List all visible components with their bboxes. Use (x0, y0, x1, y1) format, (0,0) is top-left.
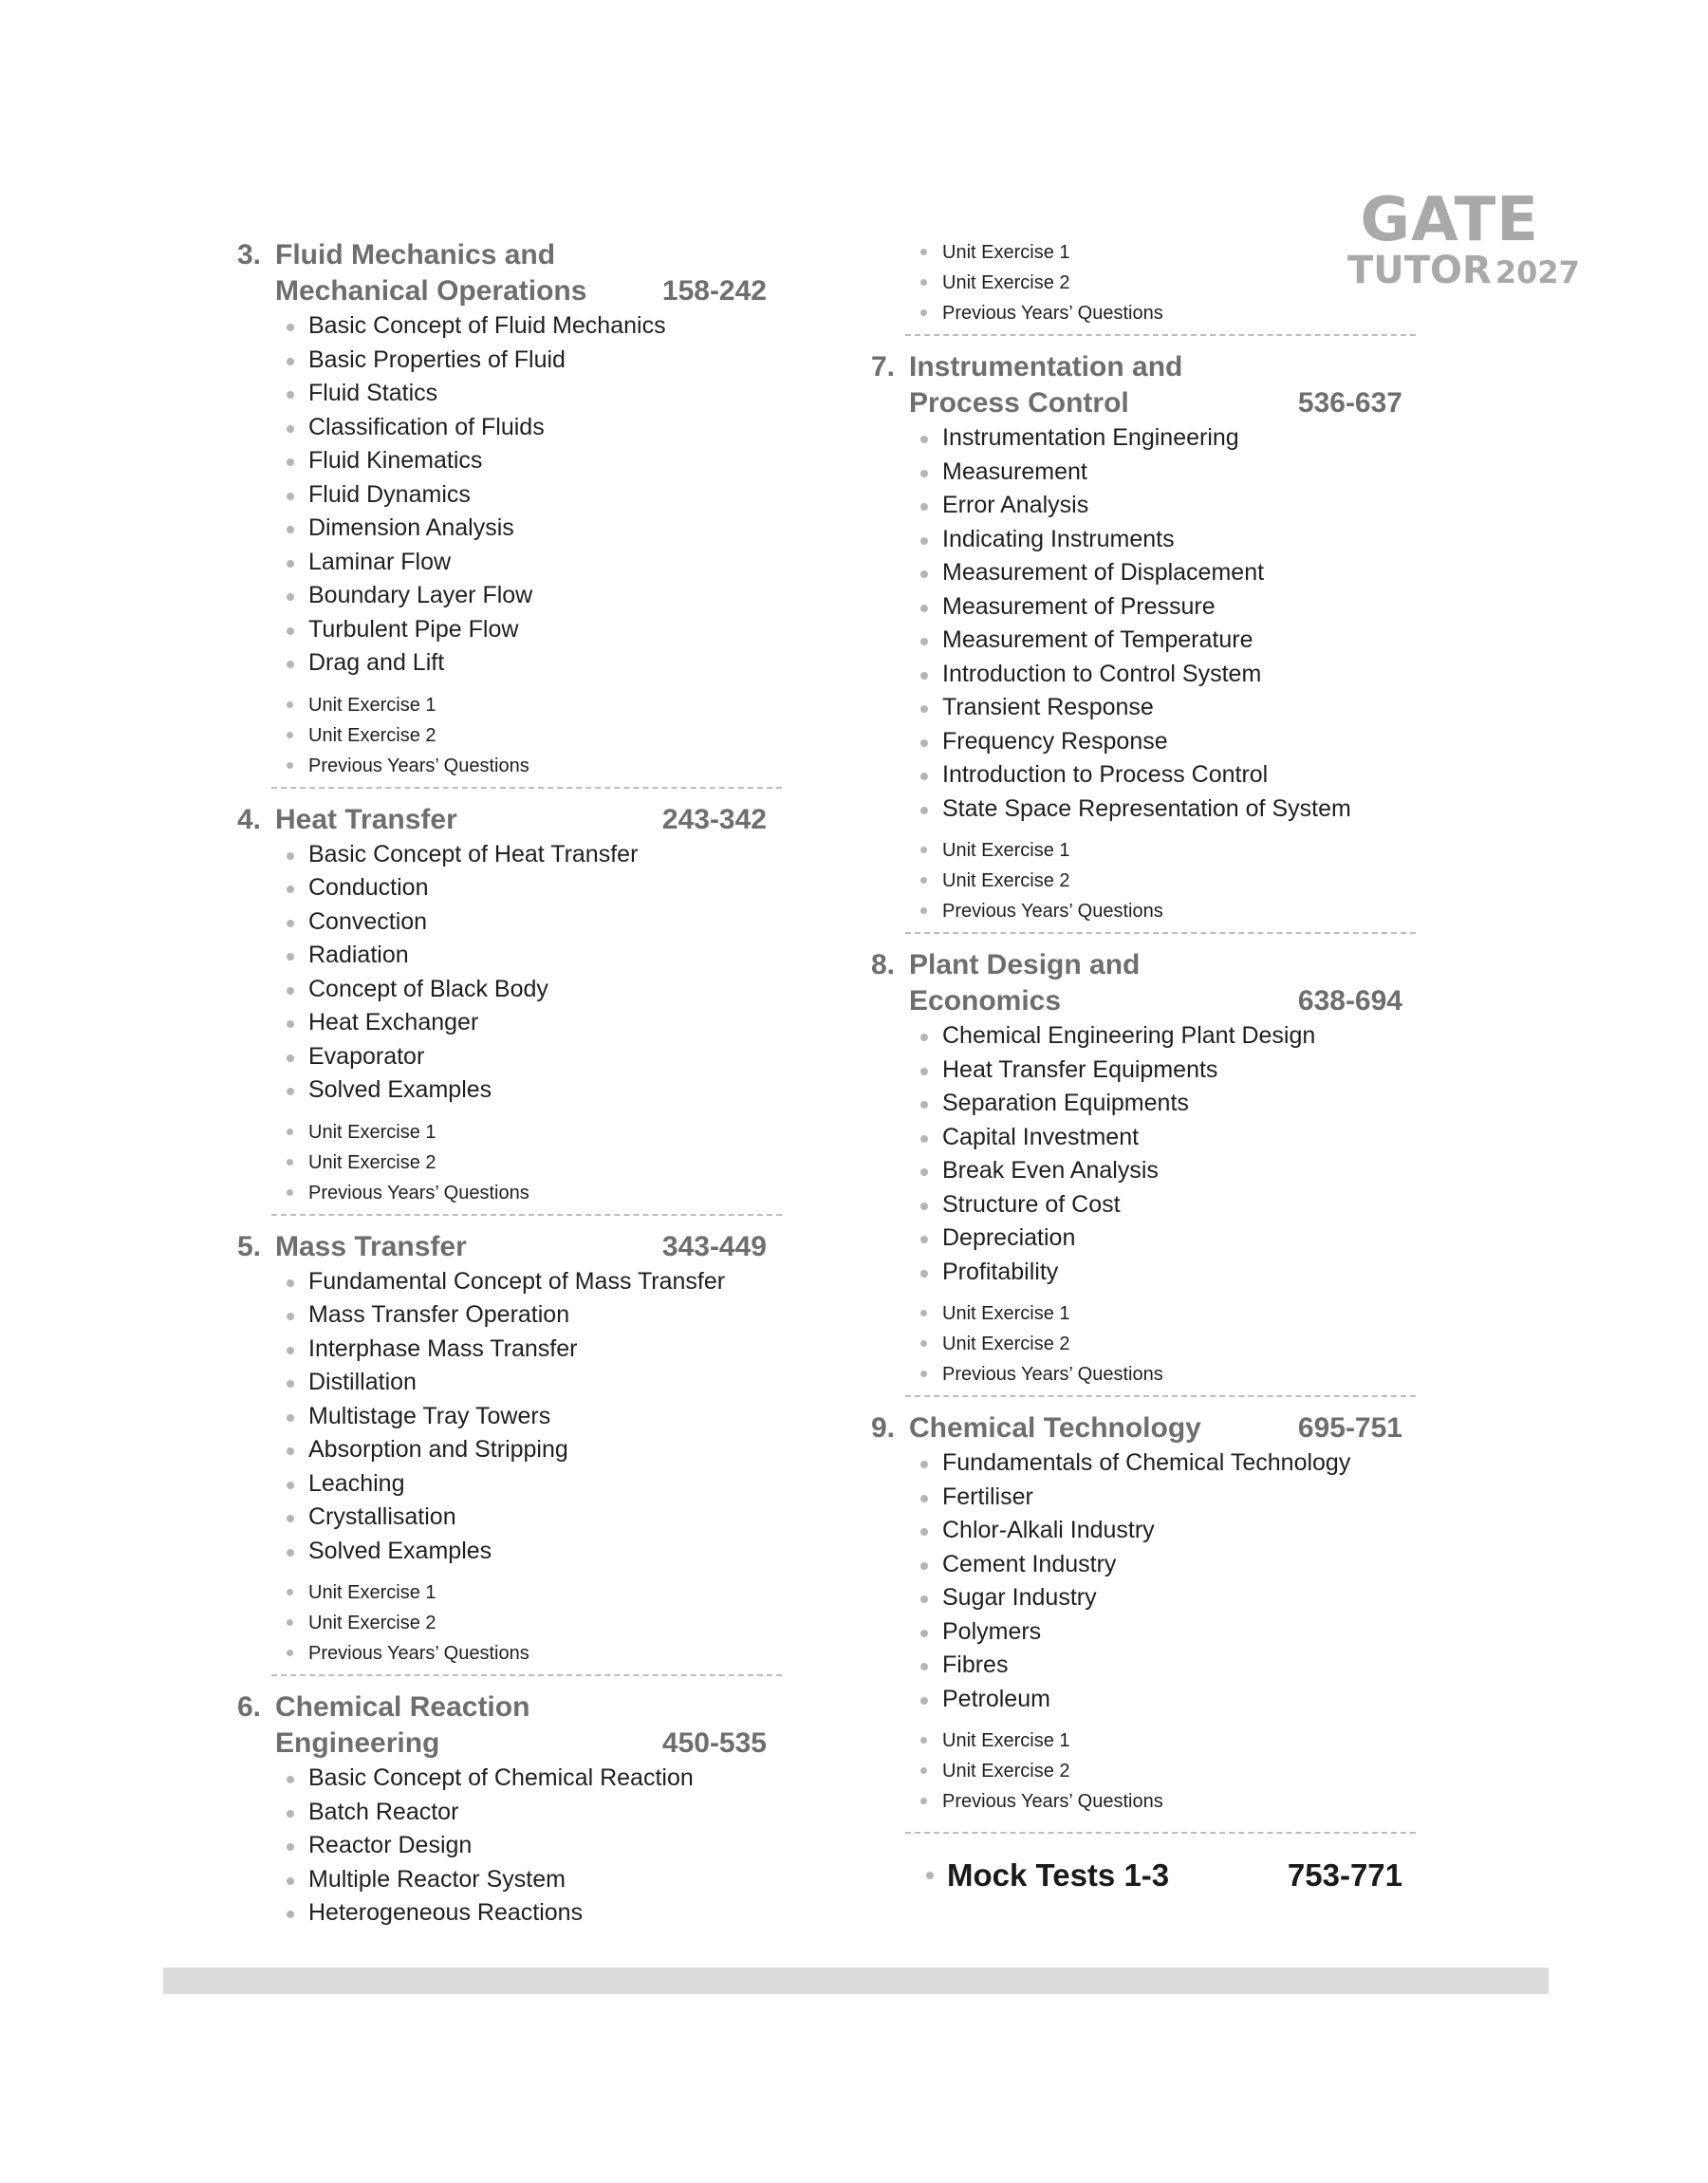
toc-right-column (871, 237, 1414, 1896)
topic-item[interactable]: Basic Concept of Heat Transfer (285, 838, 778, 872)
chapter-section (871, 947, 1414, 1390)
topic-item[interactable]: Solved Examples (285, 1535, 778, 1569)
topic-item[interactable]: Reactor Design (285, 1829, 778, 1863)
exercise-item[interactable]: Unit Exercise 1 (285, 1117, 778, 1147)
chapter-title: Plant Design and Economics (909, 949, 1141, 1017)
chapter-number: 6. (237, 1691, 262, 1723)
exercise-item[interactable]: Unit Exercise 1 (919, 1726, 1414, 1756)
chapter-page-range: 243-342 (661, 803, 767, 835)
chapter-page-range: 450-535 (661, 1727, 767, 1759)
topic-item[interactable]: Frequency Response (919, 725, 1414, 759)
chapter-section (237, 802, 778, 1208)
exercise-item[interactable]: Unit Exercise 2 (285, 720, 778, 751)
exercise-item[interactable]: Unit Exercise 1 (919, 835, 1414, 866)
exercise-item[interactable]: Unit Exercise 1 (919, 237, 1414, 268)
exercise-list (285, 1117, 778, 1208)
chapter-heading[interactable] (871, 349, 1414, 421)
chapter-title: Heat Transfer (275, 803, 457, 835)
chapter-title: Fluid Mechanics and Mechanical Operations (275, 239, 587, 307)
exercise-item[interactable]: Previous Years’ Questions (285, 751, 778, 781)
topic-item[interactable]: Absorption and Stripping (285, 1433, 778, 1467)
chapter-page-range: 343-449 (661, 1230, 767, 1262)
topic-item[interactable]: State Space Representation of System (919, 793, 1414, 827)
topic-item[interactable]: Fundamentals of Chemical Technology (919, 1446, 1414, 1481)
chapter-heading[interactable] (237, 1229, 778, 1265)
chapter-heading[interactable] (871, 947, 1414, 1019)
topic-list (285, 1265, 778, 1569)
exercise-item[interactable]: Unit Exercise 1 (919, 1298, 1414, 1329)
topic-item[interactable]: Polymers (919, 1615, 1414, 1650)
topic-item[interactable]: Laminar Flow (285, 546, 778, 580)
topic-item[interactable]: Introduction to Process Control (919, 758, 1414, 793)
logo-gate-text: GATE (1360, 185, 1539, 255)
topic-item[interactable]: Fundamental Concept of Mass Transfer (285, 1265, 778, 1299)
topic-item[interactable]: Convection (285, 905, 778, 940)
mock-tests-pages: 753-771 (1287, 1857, 1402, 1893)
topic-item[interactable]: Sugar Industry (919, 1581, 1414, 1615)
logo-tutor-text: TUTOR (1347, 249, 1492, 292)
chapter-number: 5. (237, 1230, 262, 1262)
topic-item[interactable]: Break Even Analysis (919, 1154, 1414, 1188)
chapter-section (237, 1229, 778, 1670)
topic-item[interactable]: Measurement of Temperature (919, 624, 1414, 658)
exercise-item[interactable]: Unit Exercise 2 (919, 866, 1414, 896)
section-divider (905, 1395, 1416, 1397)
chapter-page-range: 536-637 (1297, 387, 1402, 419)
topic-item[interactable]: Batch Reactor (285, 1796, 778, 1830)
topic-item[interactable]: Cement Industry (919, 1548, 1414, 1582)
chapter-number: 3. (237, 239, 262, 271)
exercise-item[interactable]: Previous Years’ Questions (285, 1178, 778, 1208)
exercise-item[interactable]: Previous Years’ Questions (919, 1786, 1414, 1817)
chapter-section (237, 1689, 778, 1931)
bullet-icon (926, 1872, 934, 1879)
topic-item[interactable]: Fluid Kinematics (285, 444, 778, 478)
topic-item[interactable]: Evaporator (285, 1040, 778, 1074)
exercise-item[interactable]: Unit Exercise 1 (285, 1577, 778, 1608)
topic-list (285, 309, 778, 681)
topic-item[interactable]: Fluid Statics (285, 377, 778, 411)
chapter-title: Instrumentation and Process Control (909, 351, 1183, 419)
exercise-item[interactable]: Previous Years’ Questions (919, 1359, 1414, 1390)
chapter-page-range: 638-694 (1297, 985, 1402, 1017)
exercise-list (285, 690, 778, 781)
topic-list (919, 421, 1414, 826)
section-divider (271, 1674, 782, 1676)
chapter-title: Mass Transfer (275, 1230, 467, 1262)
topic-item[interactable]: Measurement (919, 456, 1414, 490)
chapter-heading[interactable] (871, 1410, 1414, 1446)
topic-item[interactable]: Petroleum (919, 1683, 1414, 1717)
mock-tests-label: Mock Tests 1-3 (947, 1857, 1170, 1893)
topic-list (919, 1446, 1414, 1716)
section-divider (905, 1832, 1416, 1834)
exercise-item[interactable]: Previous Years’ Questions (919, 896, 1414, 926)
topic-item[interactable]: Fertiliser (919, 1481, 1414, 1515)
topic-item[interactable]: Fibres (919, 1649, 1414, 1683)
toc-left-column (237, 237, 778, 1931)
topic-item[interactable]: Boundary Layer Flow (285, 579, 778, 613)
topic-item[interactable]: Conduction (285, 871, 778, 905)
section-divider (271, 1214, 782, 1216)
topic-item[interactable]: Error Analysis (919, 489, 1414, 523)
topic-item[interactable]: Concept of Black Body (285, 973, 778, 1007)
topic-item[interactable]: Distillation (285, 1366, 778, 1400)
exercise-item[interactable]: Unit Exercise 2 (919, 268, 1414, 298)
section-divider (905, 334, 1416, 336)
exercise-item[interactable]: Unit Exercise 1 (285, 690, 778, 720)
topic-item[interactable]: Mass Transfer Operation (285, 1298, 778, 1333)
topic-item[interactable]: Depreciation (919, 1222, 1414, 1256)
chapter-number: 4. (237, 803, 262, 835)
chapter-heading[interactable] (237, 237, 778, 309)
chapter-title: Chemical Reaction Engineering (275, 1691, 530, 1759)
topic-item[interactable]: Measurement of Displacement (919, 556, 1414, 590)
topic-item[interactable]: Separation Equipments (919, 1087, 1414, 1121)
exercise-list (285, 1577, 778, 1669)
topic-item[interactable]: Interphase Mass Transfer (285, 1333, 778, 1367)
topic-item[interactable]: Leaching (285, 1467, 778, 1502)
topic-item[interactable]: Multistage Tray Towers (285, 1400, 778, 1434)
topic-list (919, 1019, 1414, 1289)
exercise-item[interactable]: Previous Years’ Questions (919, 298, 1414, 328)
exercise-list (919, 1726, 1414, 1817)
topic-item[interactable]: Heat Transfer Equipments (919, 1054, 1414, 1088)
exercise-item[interactable]: Unit Exercise 2 (919, 1329, 1414, 1359)
chapter-number: 7. (871, 351, 896, 382)
chapter-heading[interactable] (237, 1689, 778, 1762)
topic-item[interactable]: Radiation (285, 939, 778, 973)
topic-list (285, 838, 778, 1108)
exercise-item[interactable]: Unit Exercise 2 (285, 1608, 778, 1638)
topic-item[interactable]: Heat Exchanger (285, 1006, 778, 1040)
chapter-number: 9. (871, 1412, 896, 1444)
topic-item[interactable]: Basic Properties of Fluid (285, 344, 778, 378)
topic-item[interactable]: Dimension Analysis (285, 512, 778, 546)
mock-tests-entry[interactable] (871, 1855, 1414, 1896)
topic-item[interactable]: Profitability (919, 1256, 1414, 1290)
topic-item[interactable]: Crystallisation (285, 1501, 778, 1535)
section-divider (271, 787, 782, 789)
topic-list (285, 1762, 778, 1931)
topic-item[interactable]: Capital Investment (919, 1121, 1414, 1155)
exercise-item[interactable]: Unit Exercise 2 (919, 1756, 1414, 1786)
topic-item[interactable]: Heterogeneous Reactions (285, 1896, 778, 1931)
exercise-list (919, 1298, 1414, 1390)
topic-item[interactable]: Solved Examples (285, 1073, 778, 1108)
continued-exercise-list (919, 237, 1414, 328)
exercise-list (919, 835, 1414, 926)
chapter-section (871, 349, 1414, 926)
topic-item[interactable]: Instrumentation Engineering (919, 421, 1414, 456)
footer-bar (163, 1968, 1549, 1994)
exercise-item[interactable]: Unit Exercise 2 (285, 1147, 778, 1178)
topic-item[interactable]: Fluid Dynamics (285, 478, 778, 513)
logo-year: 2027 (1494, 254, 1580, 290)
topic-item[interactable]: Basic Concept of Fluid Mechanics (285, 309, 778, 344)
topic-item[interactable]: Classification of Fluids (285, 411, 778, 445)
section-divider (905, 932, 1416, 934)
exercise-item[interactable]: Previous Years’ Questions (285, 1638, 778, 1669)
topic-item[interactable]: Indicating Instruments (919, 523, 1414, 557)
topic-item[interactable]: Multiple Reactor System (285, 1863, 778, 1897)
topic-item[interactable]: Transient Response (919, 691, 1414, 725)
topic-item[interactable]: Chlor-Alkali Industry (919, 1514, 1414, 1548)
topic-item[interactable]: Drag and Lift (285, 646, 778, 681)
chapter-title: Chemical Technology (909, 1412, 1201, 1444)
chapter-page-range: 158-242 (661, 275, 767, 307)
chapter-section (237, 237, 778, 781)
topic-item[interactable]: Introduction to Control System (919, 658, 1414, 692)
topic-item[interactable]: Measurement of Pressure (919, 590, 1414, 625)
topic-item[interactable]: Turbulent Pipe Flow (285, 613, 778, 647)
chapter-section (871, 1410, 1414, 1817)
chapter-page-range: 695-751 (1297, 1412, 1402, 1444)
chapter-number: 8. (871, 949, 896, 980)
topic-item[interactable]: Structure of Cost (919, 1188, 1414, 1222)
topic-item[interactable]: Basic Concept of Chemical Reaction (285, 1762, 778, 1796)
chapter-heading[interactable] (237, 802, 778, 838)
topic-item[interactable]: Chemical Engineering Plant Design (919, 1019, 1414, 1054)
